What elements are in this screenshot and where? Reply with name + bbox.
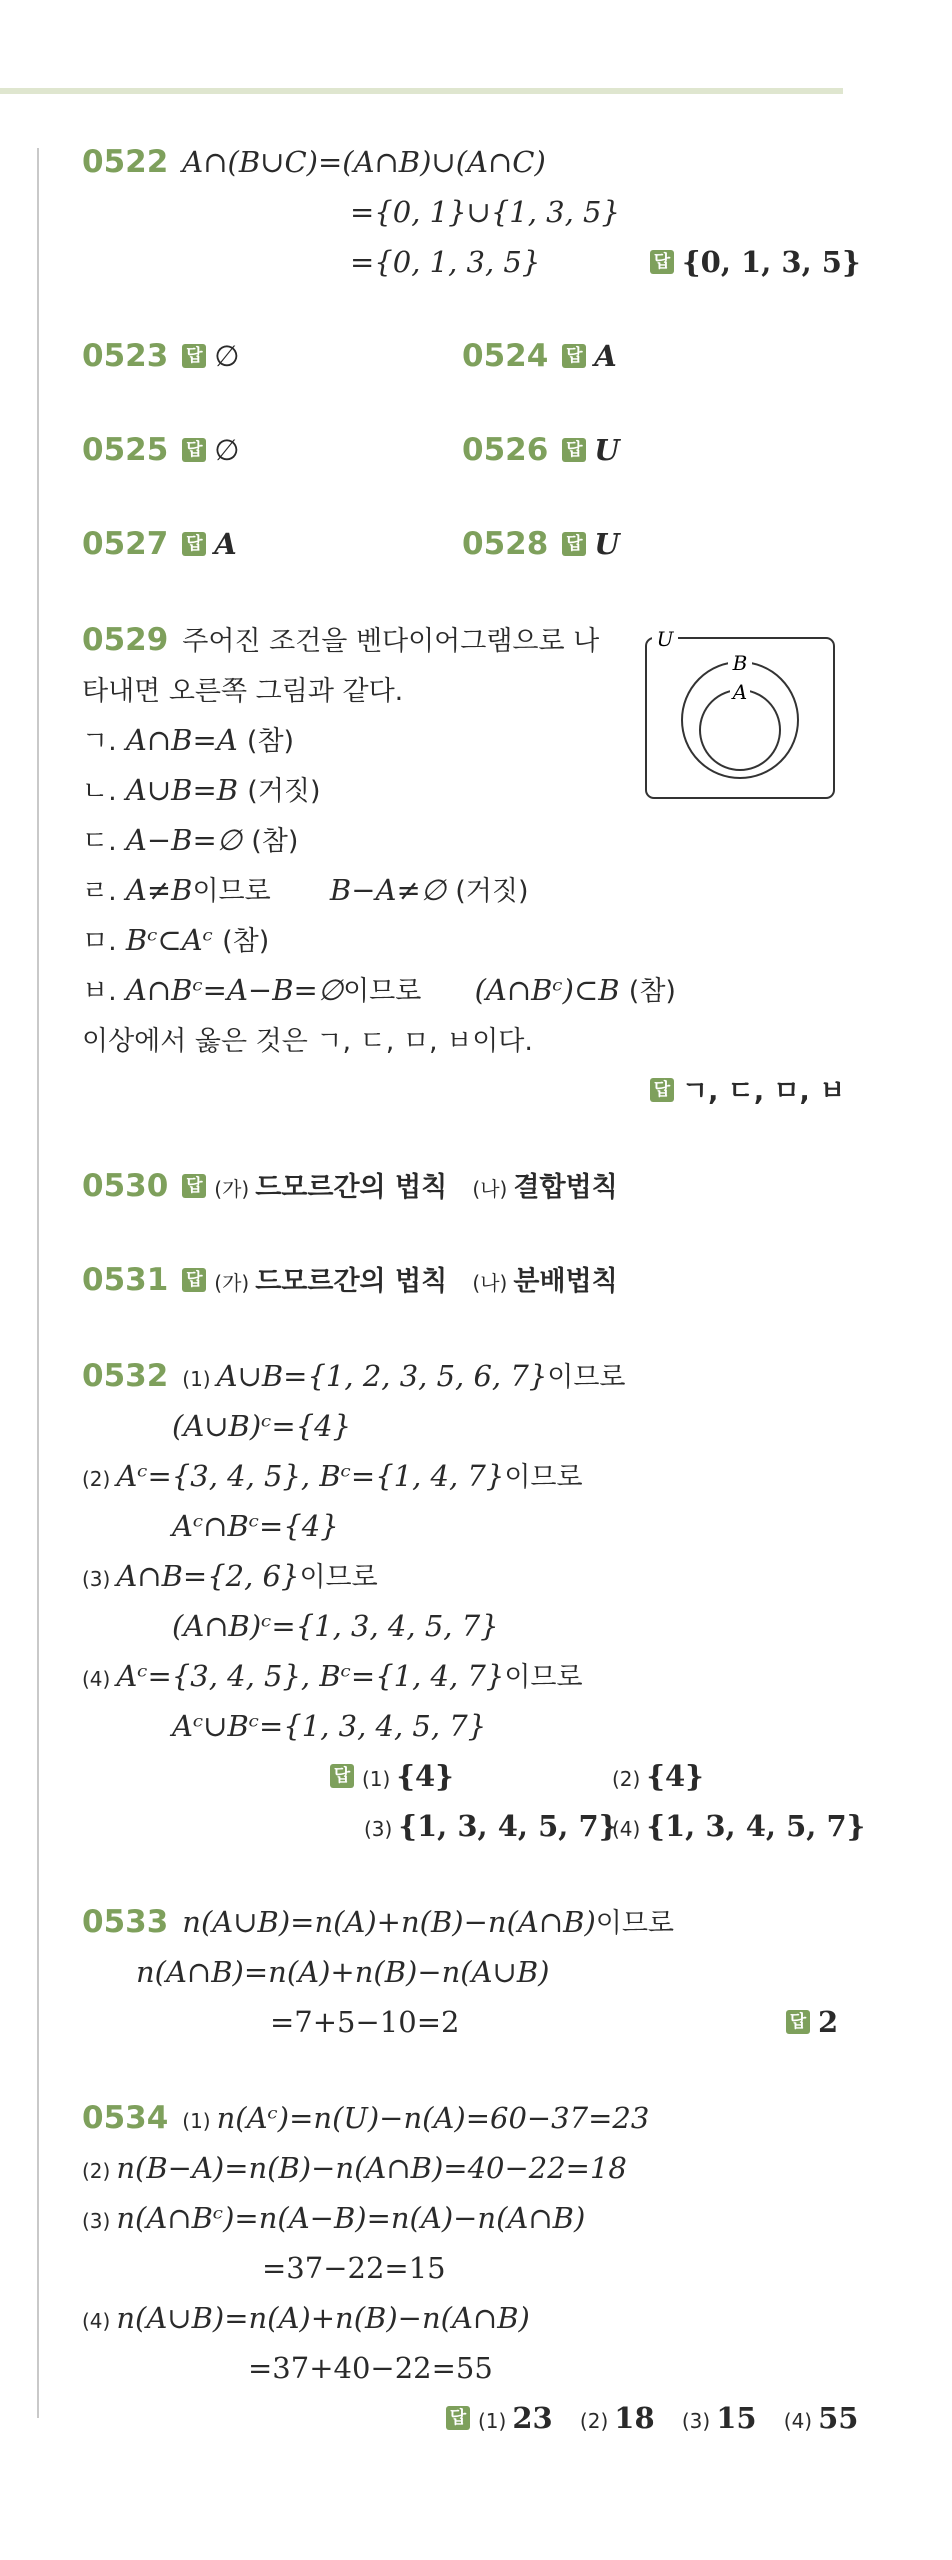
venn-label-u: U <box>656 627 674 651</box>
problem-0529-item-1: ㄱ. A∩B=A (참) <box>82 723 295 757</box>
problem-0525: 0525 답 ∅ <box>82 432 240 468</box>
answer-badge: 답 <box>562 532 586 556</box>
problem-0534-s1: 0534 (1) n(Aᶜ)=n(U)−n(A)=60−37=23 <box>82 2100 650 2136</box>
problem-0532-s1b: (A∪B)ᶜ={4} <box>172 1409 352 1443</box>
problem-0529-item-3: ㄷ. A−B=∅ (참) <box>82 823 299 857</box>
answer-badge: 답 <box>182 1268 206 1292</box>
problem-0529-intro2: 타내면 오른쪽 그림과 같다. <box>82 676 404 707</box>
problem-0529-item-6: ㅂ. A∩Bᶜ=A−B=∅이므로 (A∩Bᶜ)⊂B (참) <box>82 973 676 1007</box>
problem-0532-s2b: Aᶜ∩Bᶜ={4} <box>172 1509 339 1543</box>
problem-0526: 0526 답 U <box>462 432 620 468</box>
problem-0524: 0524 답 A <box>462 338 617 374</box>
problem-0534-s3: (3) n(A∩Bᶜ)=n(A−B)=n(A)−n(A∩B) <box>82 2201 586 2235</box>
problem-0533-l1: 0533 n(A∪B)=n(A)+n(B)−n(A∩B)이므로 <box>82 1904 675 1940</box>
problem-0532-answer-3: (3) {1, 3, 4, 5, 7} <box>364 1809 618 1843</box>
problem-0533-answer: 답 2 <box>786 2004 838 2040</box>
problem-0532-s4b: Aᶜ∪Bᶜ={1, 3, 4, 5, 7} <box>172 1709 487 1743</box>
problem-0532-answer-2: (2) {4} <box>612 1759 704 1793</box>
problem-0534-answer: 답 (1) 23 (2) 18 (3) 15 (4) 55 <box>446 2400 858 2439</box>
problem-0534-s4: (4) n(A∪B)=n(A)+n(B)−n(A∩B) <box>82 2301 530 2335</box>
problem-0534-s3b: =37−22=15 <box>262 2251 446 2285</box>
problem-0529-conclusion: 이상에서 옳은 것은 ㄱ, ㄷ, ㅁ, ㅂ이다. <box>82 1026 533 1057</box>
problem-0531: 0531 답 (가) 드모르간의 법칙 (나) 분배법칙 <box>82 1262 618 1298</box>
problem-0528: 0528 답 U <box>462 526 620 562</box>
answer-badge: 답 <box>446 2406 470 2430</box>
answer-badge: 답 <box>182 532 206 556</box>
problem-0522-line3: ={0, 1, 3, 5} <box>350 245 541 279</box>
answer-badge: 답 <box>650 1078 674 1102</box>
venn-label-a: A <box>732 680 748 704</box>
problem-number: 0522 <box>82 144 169 180</box>
answer-badge: 답 <box>330 1764 354 1788</box>
problem-0534-s4b: =37+40−22=55 <box>248 2351 493 2385</box>
problem-0529-item-4: ㄹ. A≠B이므로 B−A≠∅ (거짓) <box>82 873 529 907</box>
answer-badge: 답 <box>562 344 586 368</box>
problem-0522-line2: ={0, 1}∪{1, 3, 5} <box>350 195 620 229</box>
problem-0522-line1: 0522 A∩(B∪C)=(A∩B)∪(A∩C) <box>82 144 546 180</box>
problem-0532-s4a: (4) Aᶜ={3, 4, 5}, Bᶜ={1, 4, 7}이므로 <box>82 1659 583 1693</box>
problem-0522-answer: 답 {0, 1, 3, 5} <box>650 244 861 280</box>
answer-badge: 답 <box>182 344 206 368</box>
problem-0532-s3b: (A∩B)ᶜ={1, 3, 4, 5, 7} <box>172 1609 499 1643</box>
problem-0529-intro1: 0529 주어진 조건을 벤다이어그램으로 나 <box>82 622 600 658</box>
answer-badge: 답 <box>182 1174 206 1198</box>
answer-badge: 답 <box>182 438 206 462</box>
problem-0534-s2: (2) n(B−A)=n(B)−n(A∩B)=40−22=18 <box>82 2151 627 2185</box>
problem-0529-item-2: ㄴ. A∪B=B (거짓) <box>82 773 321 807</box>
problem-0532-s1a: 0532 (1) A∪B={1, 2, 3, 5, 6, 7}이므로 <box>82 1358 626 1394</box>
answer-badge: 답 <box>650 250 674 274</box>
problem-0529-answer: 답 ㄱ, ㄷ, ㅁ, ㅂ <box>650 1072 845 1110</box>
problem-0527: 0527 답 A <box>82 526 237 562</box>
problem-0529-item-5: ㅁ. Bᶜ⊂Aᶜ (참) <box>82 923 270 957</box>
answer-badge: 답 <box>786 2010 810 2034</box>
problem-0533-l2: n(A∩B)=n(A)+n(B)−n(A∪B) <box>136 1955 550 1989</box>
problem-0532-answer-1: 답 (1) {4} <box>330 1758 454 1797</box>
answer-badge: 답 <box>562 438 586 462</box>
problem-0532-s2a: (2) Aᶜ={3, 4, 5}, Bᶜ={1, 4, 7}이므로 <box>82 1459 583 1493</box>
problem-0530: 0530 답 (가) 드모르간의 법칙 (나) 결합법칙 <box>82 1168 618 1204</box>
problem-0532-s3a: (3) A∩B={2, 6}이므로 <box>82 1559 378 1593</box>
problem-0523: 0523 답 ∅ <box>82 338 240 374</box>
problem-0533-l3: =7+5−10=2 <box>270 2005 460 2039</box>
problem-0532-answer-4: (4) {1, 3, 4, 5, 7} <box>612 1809 866 1843</box>
venn-label-b: B <box>732 651 748 675</box>
venn-diagram <box>640 620 840 800</box>
